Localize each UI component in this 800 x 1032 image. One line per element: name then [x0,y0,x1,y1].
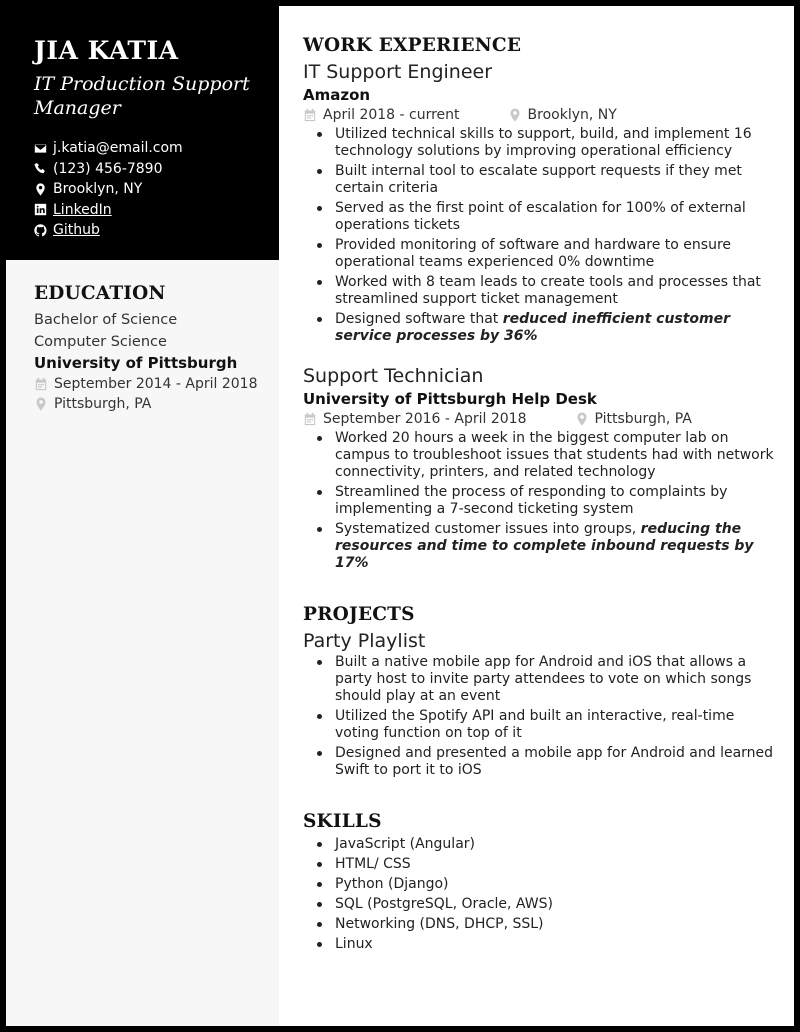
list-item: Built a native mobile app for Android and iOS that allows a party host to invite party attendees to vote on which songs should play at an event [303,654,774,705]
project-bullets [303,654,774,779]
github-icon [34,224,47,237]
education-field: Computer Science [34,334,167,350]
calendar-icon [303,412,317,426]
list-item: Provided monitoring of software and hardware to ensure operational teams experienced 0% downtime [303,237,774,271]
github-link[interactable]: Github [53,222,100,239]
job-dates-text: April 2018 - current [323,107,460,123]
job-title: IT Support Engineer [303,61,493,83]
project-title: Party Playlist [303,630,426,652]
job-dates [303,105,460,125]
list-item [303,521,774,572]
contact-email [34,138,269,159]
job-location [575,409,692,429]
skills-list [303,836,774,953]
list-item: Utilized technical skills to support, build, and implement 16 technology solutions by improving operational efficiency [303,126,774,160]
list-item: Served as the first point of escalation for 100% of external operations tickets [303,200,774,234]
job-dates-text: September 2016 - April 2018 [323,411,527,427]
job-entry [303,364,774,572]
envelope-icon [34,142,47,155]
job-bullets [303,430,774,572]
job-meta [303,105,774,125]
contact-location [34,179,269,200]
candidate-role: IT Production Support Manager [34,73,250,119]
job-location-text: Brooklyn, NY [527,107,617,123]
list-item: Utilized the Spotify API and built an interactive, real-time voting function on top of it [303,708,774,742]
map-pin-icon [34,183,47,196]
map-pin-icon [575,412,589,426]
list-item: Worked 20 hours a week in the biggest computer lab on campus to troubleshoot issues that students had with network connectivity, printers, and related technology [303,430,774,481]
education-heading: EDUCATION [34,283,166,304]
job-location [508,105,617,125]
phone-icon [34,162,47,175]
skill-item: Networking (DNS, DHCP, SSL) [303,916,774,933]
resume-page [6,6,794,1026]
list-item [303,311,774,345]
education-location [34,394,269,414]
list-item: Worked with 8 team leads to create tools and processes that streamlined support ticket management [303,274,774,308]
main-content [279,6,794,956]
contact-email-text[interactable]: j.katia@email.com [53,140,183,157]
job-dates [303,409,527,429]
projects-heading: PROJECTS [303,604,415,625]
contact-github [34,220,269,241]
calendar-icon [34,377,48,391]
education-dates-text: September 2014 - April 2018 [54,376,258,392]
sidebar-body [6,260,279,414]
sidebar-header [6,6,279,260]
job-bullets [303,126,774,345]
contact-location-text: Brooklyn, NY [53,181,143,198]
map-pin-icon [508,108,522,122]
job-company: University of Pittsburgh Help Desk [303,390,597,408]
skill-item: JavaScript (Angular) [303,836,774,853]
education-dates [34,374,269,394]
education-school: University of Pittsburgh [34,354,238,372]
job-meta [303,409,774,429]
job-title: Support Technician [303,365,484,387]
map-pin-icon [34,397,48,411]
job-entry [303,60,774,345]
work-experience-heading: WORK EXPERIENCE [303,35,522,56]
skill-item: Linux [303,936,774,953]
bullet-emphasis: reduced inefficient customer service processes by 36% [335,311,731,344]
list-item: Designed and presented a mobile app for Android and learned Swift to port it to iOS [303,745,774,779]
job-location-text: Pittsburgh, PA [594,411,692,427]
education-degree: Bachelor of Science [34,312,178,328]
job-company: Amazon [303,86,371,104]
contact-phone [34,159,269,180]
skill-item: Python (Django) [303,876,774,893]
bullet-text: Systematized customer issues into groups, [335,521,641,537]
skill-item: SQL (PostgreSQL, Oracle, AWS) [303,896,774,913]
linkedin-icon [34,203,47,216]
contact-phone-text[interactable]: (123) 456-7890 [53,160,163,177]
education-location-text: Pittsburgh, PA [54,396,152,412]
linkedin-link[interactable]: LinkedIn [53,201,112,218]
candidate-name: JIA KATIA [34,36,179,65]
contact-list [34,138,269,241]
skill-item: HTML/ CSS [303,856,774,873]
list-item: Built internal tool to escalate support requests if they met certain criteria [303,163,774,197]
skills-heading: SKILLS [303,811,382,832]
sidebar [6,6,279,1026]
list-item: Streamlined the process of responding to complaints by implementing a 7-second ticketing system [303,484,774,518]
calendar-icon [303,108,317,122]
bullet-text: Designed software that [335,311,503,327]
contact-linkedin [34,200,269,221]
bullet-emphasis: reducing the resources and time to complete inbound requests by 17% [335,521,754,571]
